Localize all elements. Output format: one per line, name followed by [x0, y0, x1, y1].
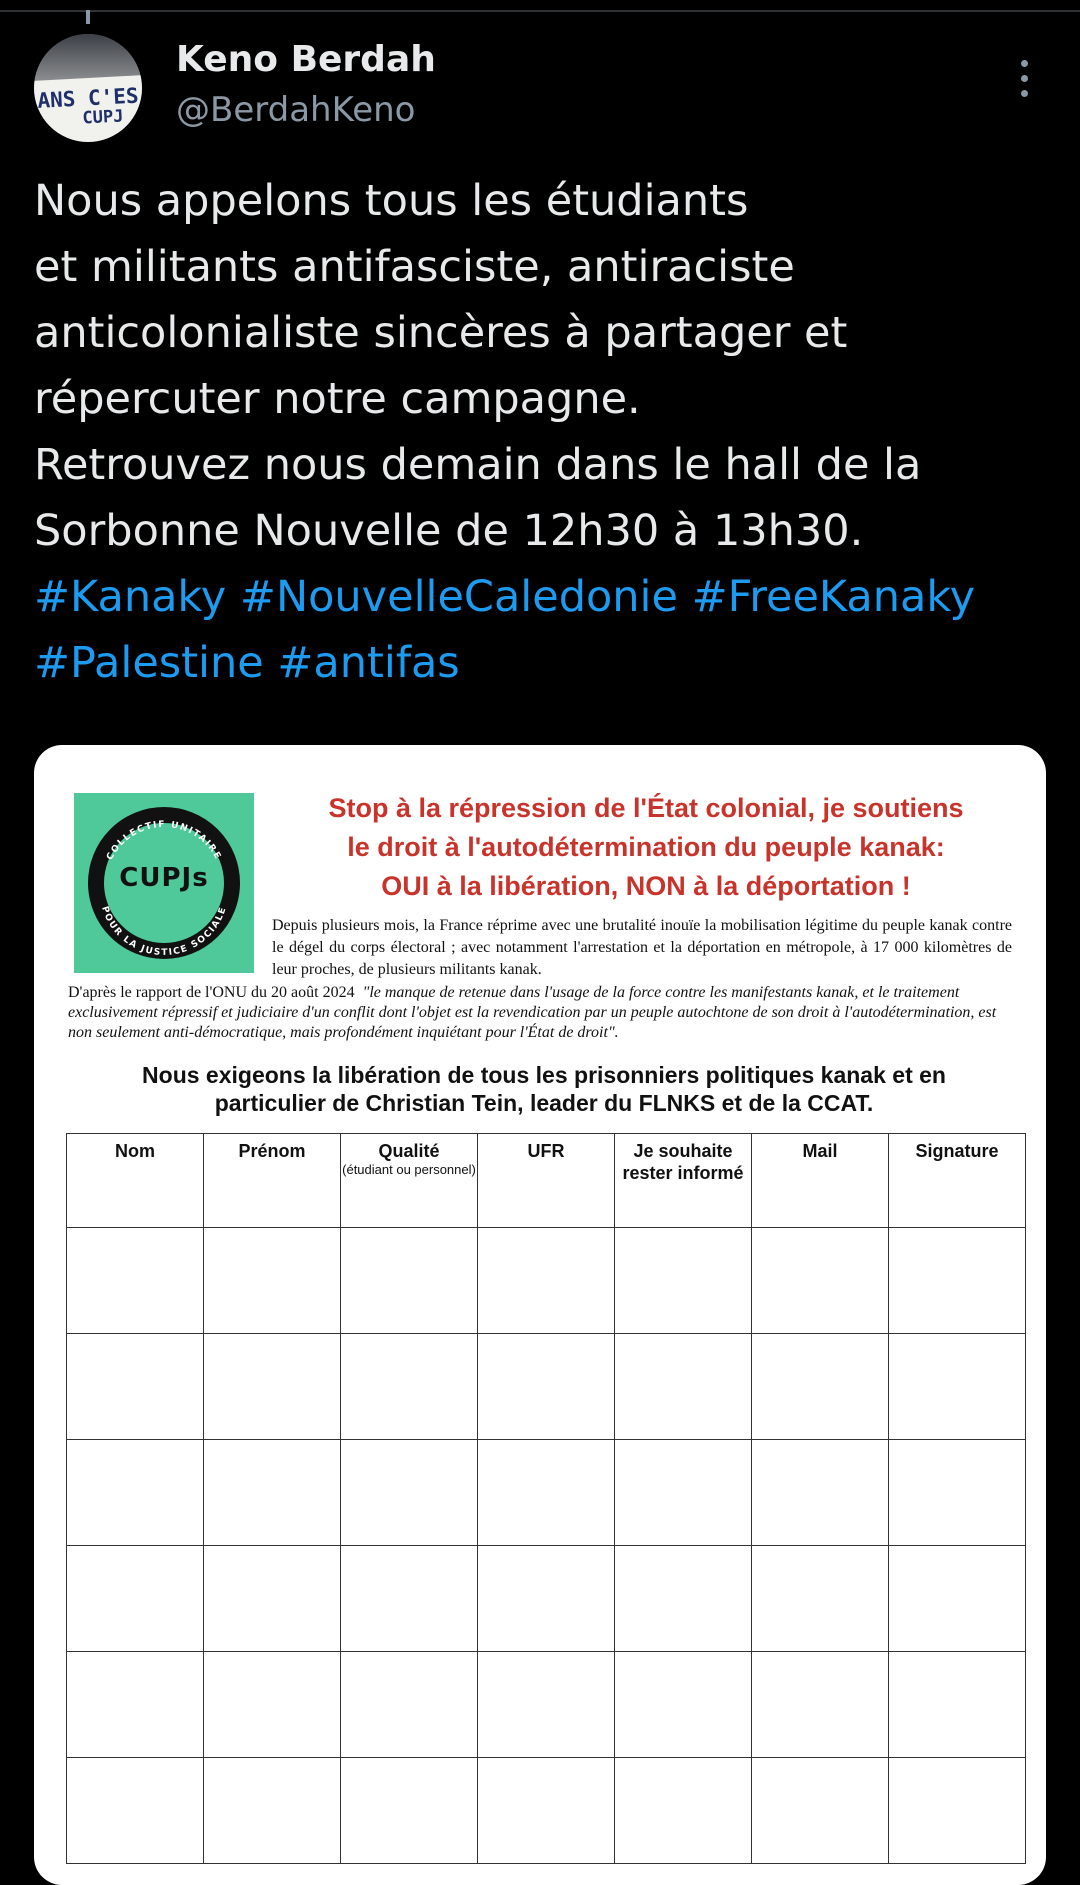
headline-line: le droit à l'autodétermination du peuple kanak:	[347, 832, 945, 862]
hashtag-link[interactable]: #Kanaky	[34, 572, 227, 622]
table-cell	[478, 1546, 615, 1652]
author-name[interactable]: Keno Berdah	[176, 39, 436, 80]
tweet-line: et militants antifasciste, antiraciste	[34, 242, 795, 292]
table-cell	[204, 1758, 341, 1864]
table-cell	[204, 1334, 341, 1440]
table-cell	[341, 1652, 478, 1758]
author-handle[interactable]: @BerdahKeno	[176, 90, 416, 130]
table-cell	[67, 1334, 204, 1440]
table-cell	[615, 1546, 752, 1652]
tweet-line: répercuter notre campagne.	[34, 374, 641, 424]
onu-quote	[68, 983, 1018, 1043]
table-cell	[478, 1652, 615, 1758]
table-cell	[67, 1546, 204, 1652]
hashtag-link[interactable]: #FreeKanaky	[691, 572, 976, 622]
logo-main-text: CUPJs	[119, 863, 209, 893]
table-cell	[752, 1546, 889, 1652]
table-cell	[341, 1334, 478, 1440]
table-cell	[615, 1758, 752, 1864]
headline-line: OUI à la libération, NON à la déportation !	[381, 871, 911, 901]
col-nom: Nom	[67, 1134, 204, 1228]
table-body	[67, 1228, 1026, 1864]
flyer-intro: Depuis plusieurs mois, la France réprime avec une brutalité inouïe la mobilisation légitime du peuple kanak contre le dégel du corps électoral ; avec notamment l'arrestation et la déportation en métropole, à 17 000 kilomètres de leur proches, de plusieurs militants kanak.	[272, 917, 1012, 978]
col-informe: Je souhaite rester informé	[615, 1134, 752, 1228]
headline-line: Stop à la répression de l'État colonial, je soutiens	[328, 793, 964, 823]
col-mail: Mail	[752, 1134, 889, 1228]
avatar-sign-line-2: CUPJ	[82, 106, 124, 129]
table-cell	[478, 1334, 615, 1440]
col-qualite-sub: (étudiant ou personnel)	[342, 1162, 476, 1177]
table-cell	[889, 1334, 1026, 1440]
table-cell	[752, 1334, 889, 1440]
top-divider	[0, 10, 1080, 12]
table-cell	[341, 1440, 478, 1546]
tweet-text	[34, 168, 1054, 696]
avatar-sign-text	[37, 85, 142, 131]
flyer-headline	[266, 789, 1026, 906]
table-cell	[204, 1440, 341, 1546]
more-options-icon[interactable]	[1010, 56, 1040, 102]
demand-line: Nous exigeons la libération de tous les prisonniers politiques kanak et en	[142, 1062, 946, 1088]
table-cell	[341, 1546, 478, 1652]
tweet-line: Nous appelons tous les étudiants	[34, 176, 749, 226]
table-cell	[615, 1334, 752, 1440]
hashtag-line-1	[34, 564, 1054, 630]
table-cell	[478, 1440, 615, 1546]
cupjs-logo	[74, 793, 254, 973]
table-row	[67, 1758, 1026, 1864]
table-cell	[889, 1440, 1026, 1546]
table-cell	[67, 1440, 204, 1546]
avatar-sign-line-1: ANS C'ES	[36, 83, 140, 113]
table-cell	[615, 1652, 752, 1758]
demand-line: particulier de Christian Tein, leader du FLNKS et de la CCAT.	[214, 1090, 874, 1116]
col-ufr: UFR	[478, 1134, 615, 1228]
hashtag-link[interactable]: #antifas	[277, 638, 460, 688]
tweet-line: Sorbonne Nouvelle de 12h30 à 13h30.	[34, 506, 864, 556]
table-cell	[752, 1440, 889, 1546]
logo-ring-top-text: COLLECTIF UNITAIRE	[105, 819, 223, 862]
tweet-line: Retrouvez nous demain dans le hall de la	[34, 440, 922, 490]
signature-table	[66, 1133, 1026, 1864]
logo-ring-bottom-text: POUR LA JUSTICE SOCIALE	[99, 905, 229, 959]
table-cell	[889, 1652, 1026, 1758]
table-cell	[615, 1440, 752, 1546]
thread-line	[86, 10, 90, 24]
attached-image-petition[interactable]	[34, 745, 1046, 1885]
table-cell	[889, 1546, 1026, 1652]
onu-prefix: D'après le rapport de l'ONU du 20 août 2024	[68, 984, 355, 1001]
onu-quote-text: "le manque de retenue dans l'usage de la force contre les manifestants kanak, et le traitement exclusivement répressif et judiciaire d'un conflit dont l'objet est la revendication par un peuple autochtone de son droit à l'autodétermination, est non seulement anti-démocratique, mais profondément inquiétant pour l'État de droit".	[68, 984, 997, 1041]
table-cell	[615, 1228, 752, 1334]
tweet-line: anticolonialiste sincères à partager et	[34, 308, 848, 358]
avatar[interactable]	[34, 34, 142, 142]
table-cell	[204, 1546, 341, 1652]
table-header-row	[67, 1134, 1026, 1228]
hashtag-link[interactable]: #Palestine	[34, 638, 264, 688]
table-cell	[67, 1652, 204, 1758]
svg-text:POUR LA JUSTICE SOCIALE	[99, 905, 229, 958]
col-prenom: Prénom	[204, 1134, 341, 1228]
table-row	[67, 1652, 1026, 1758]
flyer-demand	[74, 1061, 1014, 1117]
table-cell	[752, 1758, 889, 1864]
table-cell	[752, 1652, 889, 1758]
table-cell	[341, 1758, 478, 1864]
table-cell	[204, 1652, 341, 1758]
table-cell	[752, 1228, 889, 1334]
col-signature: Signature	[889, 1134, 1026, 1228]
table-cell	[889, 1758, 1026, 1864]
table-cell	[204, 1228, 341, 1334]
table-cell	[478, 1228, 615, 1334]
table-cell	[67, 1228, 204, 1334]
table-row	[67, 1334, 1026, 1440]
table-cell	[67, 1758, 204, 1864]
table-row	[67, 1228, 1026, 1334]
hashtag-link[interactable]: #NouvelleCaledonie	[239, 572, 678, 622]
table-row	[67, 1440, 1026, 1546]
table-cell	[889, 1228, 1026, 1334]
table-cell	[478, 1758, 615, 1864]
col-qualite: Qualité (étudiant ou personnel)	[341, 1134, 478, 1228]
table-row	[67, 1546, 1026, 1652]
avatar-background	[34, 34, 142, 82]
table-cell	[341, 1228, 478, 1334]
hashtag-line-2	[34, 630, 1054, 696]
